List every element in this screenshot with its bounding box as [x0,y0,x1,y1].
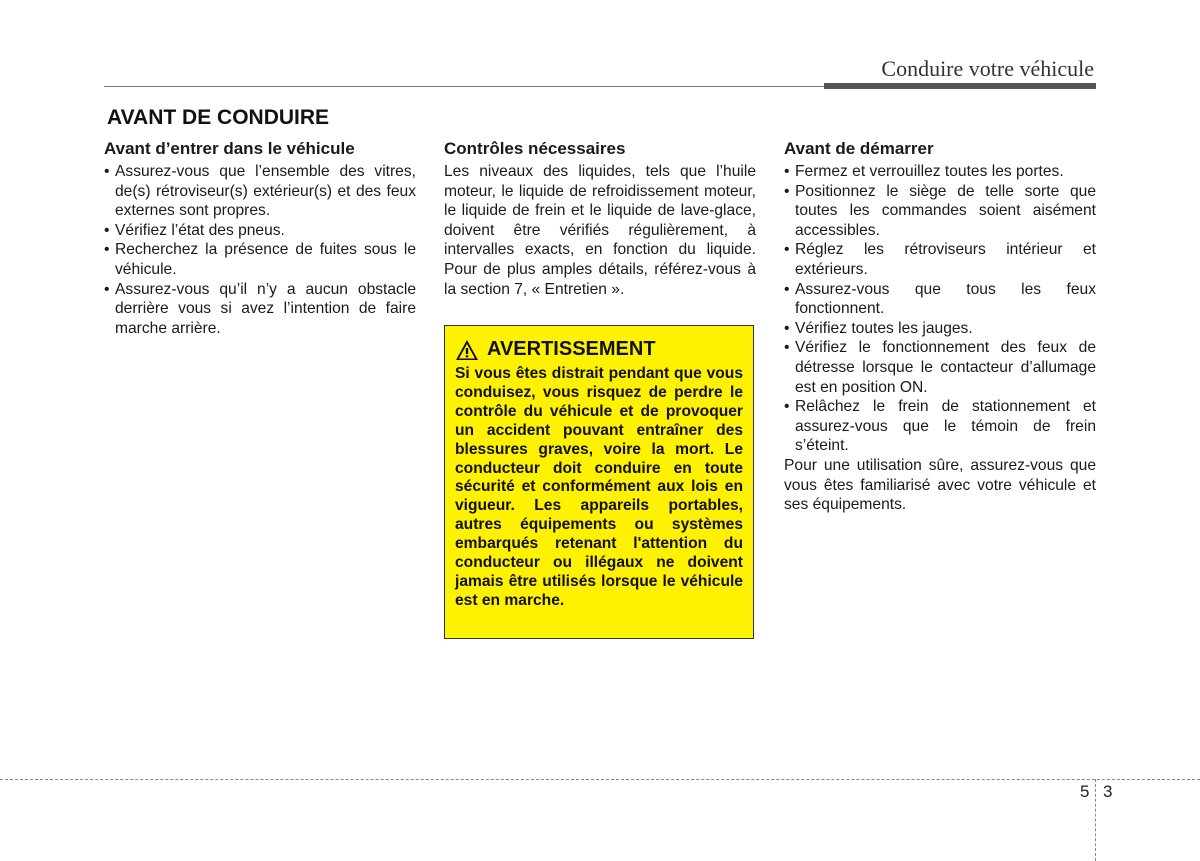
list-item: • Réglez les rétroviseurs intérieur et extérieurs. [784,240,1096,279]
header-rule-accent [824,83,1096,89]
list-item: • Recherchez la présence de fuites sous le véhicule. [104,240,416,279]
column1-list [104,162,416,338]
chapter-number: 5 [1080,782,1090,801]
list-item: • Positionnez le siège de telle sorte que toutes les commandes soient aisément accessibles. [784,182,1096,241]
column1-heading: Avant d’entrer dans le véhicule [104,139,355,158]
column-necessary-checks [444,138,756,299]
page-number: 3 [1103,782,1113,801]
list-item: • Fermez et verrouillez toutes les portes. [784,162,1096,182]
section-title: AVANT DE CONDUIRE [107,106,330,129]
list-item: • Vérifiez toutes les jauges. [784,319,1096,339]
column3-list [784,162,1096,456]
warning-title: AVERTISSEMENT [487,338,656,360]
list-item: • Assurez-vous que tous les feux fonctionnent. [784,280,1096,319]
column3-heading: Avant de démarrer [784,139,934,158]
page-number-divider [1095,779,1096,861]
footer-rule [0,779,1200,780]
list-item: • Assurez-vous qu’il n’y a aucun obstacle derrière vous si avez l’intention de faire marche arrière. [104,280,416,339]
column2-paragraph: Les niveaux des liquides, tels que l’huile moteur, le liquide de refroidissement moteur, le liquide de frein et le liquide de lave-glace, doivent être vérifiés régulièrement, à intervalles exacts, en fonction du liquide. Pour de plus amples détails, référez-vous à la section 7, « Entretien ». [444,163,756,298]
column-before-entering [104,138,416,338]
column2-heading: Contrôles nécessaires [444,139,626,158]
warning-box [444,325,754,639]
list-item: • Vérifiez l’état des pneus. [104,221,416,241]
list-item: • Assurez-vous que l’ensemble des vitres, de(s) rétroviseur(s) extérieur(s) et des feux externes sont propres. [104,162,416,221]
warning-triangle-icon [455,339,479,361]
column-before-starting [784,138,1096,515]
warning-header [455,338,743,361]
list-item: • Vérifiez le fonctionnement des feux de détresse lorsque le contacteur d’allumage est en position ON. [784,338,1096,397]
header-rule [104,86,824,87]
warning-text: Si vous êtes distrait pendant que vous conduisez, vous risquez de perdre le contrôle du véhicule et de provoquer un accident pouvant entraîner des blessures graves, voire la mort. Le conducteur doit conduire en toute sécurité et conformément aux lois en vigueur. Les appareils portables, autres équipements ou systèmes embarqués retenant l'attention du conducteur ou illégaux ne doivent jamais être utilisés lorsque le véhicule est en marche. [455,365,743,609]
list-item: • Relâchez le frein de stationnement et assurez-vous que le témoin de frein s’éteint. [784,397,1096,456]
column3-paragraph: Pour une utilisation sûre, assurez-vous que vous êtes familiarisé avec votre véhicule et ses équipements. [784,456,1096,514]
header-title: Conduire votre véhicule [881,56,1094,81]
